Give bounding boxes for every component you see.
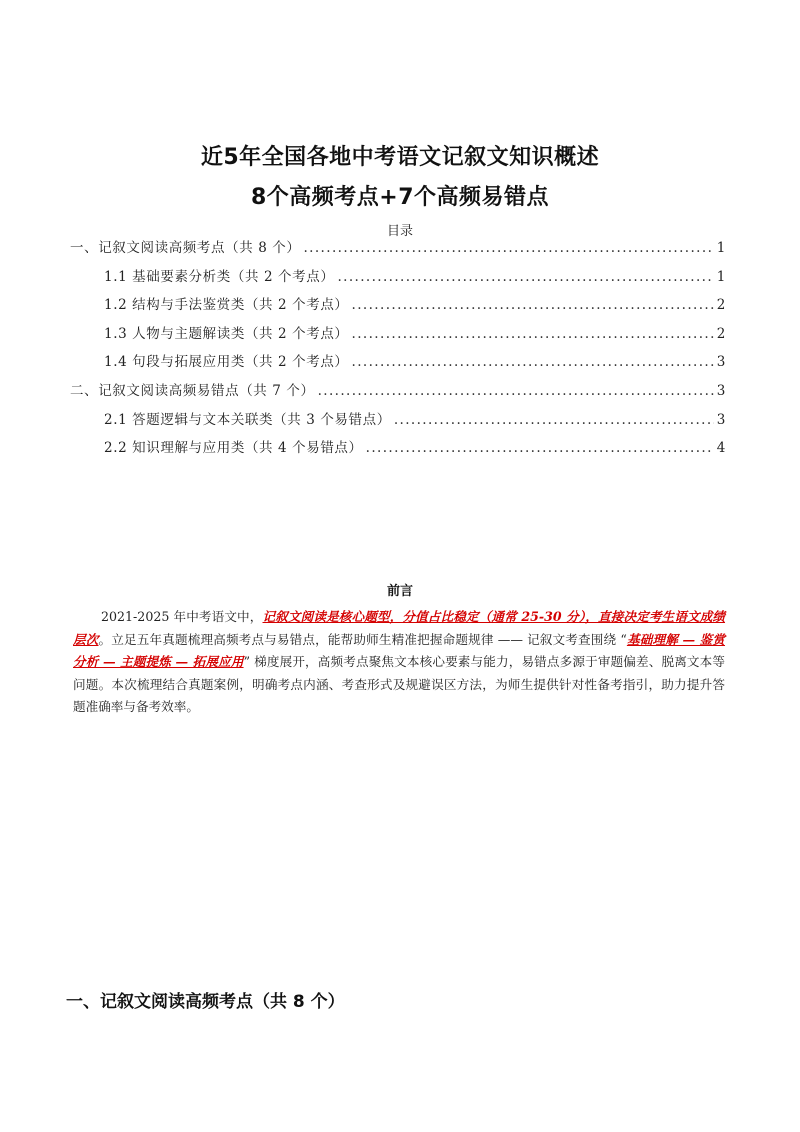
toc-entry-text: 1.2 结构与手法鉴赏类（共 2 个考点） — [104, 297, 349, 314]
section-heading: 一、记叙文阅读高频考点（共 8 个） — [66, 992, 345, 1012]
toc-page-number: 2 — [716, 325, 726, 342]
toc-page-number: 3 — [716, 382, 726, 399]
toc-page-number: 1 — [716, 268, 726, 285]
toc-entry[interactable] — [70, 293, 726, 322]
toc-entry-text: 二、记叙文阅读高频易错点（共 7 个） — [70, 382, 315, 399]
preface-text: 。立足五年真题梳理高频考点与易错点，能帮助师生精准把握命题规律 —— 记叙文考查围绕 “ — [98, 631, 627, 647]
toc-page-number: 1 — [716, 240, 726, 256]
document-title-line2: 8个高频考点+7个高频易错点 — [250, 185, 550, 210]
toc-entry-text: 1.4 句段与拓展应用类（共 2 个考点） — [104, 354, 349, 371]
preface-title: 前言 — [386, 584, 413, 599]
toc-page-number: 3 — [716, 411, 726, 428]
toc-entry-text: 1.3 人物与主题解读类（共 2 个考点） — [104, 325, 349, 342]
toc-entry[interactable] — [70, 408, 726, 437]
toc-entry-text: 1.1 基础要素分析类（共 2 个考点） — [104, 268, 335, 285]
toc-page-number: 3 — [716, 354, 726, 371]
toc-entry[interactable] — [70, 236, 726, 265]
toc-leader-dots — [303, 240, 713, 256]
toc-leader-dots — [318, 383, 714, 399]
toc-leader-dots — [366, 440, 714, 456]
toc-entry-text: 一、记叙文阅读高频考点（共 8 个） — [70, 240, 301, 256]
toc-leader-dots — [352, 326, 714, 342]
table-of-contents — [70, 236, 726, 465]
preface-text: ” 梯度展开，高频考点聚焦文本核心要素与能力，易错点多源于审题偏差、脱离文本等问题。本次梳理结合真题案例，明确考点内涵、考查形式及规避误区方法，为师生提供针对性备考指引，助力提升答题准确率与备考效率。 — [73, 654, 725, 714]
preface-highlight: 记叙文阅读是核心题型，分值占比稳定（通常 25-30 分），直接决定考生语文成绩层次 — [73, 609, 726, 647]
toc-leader-dots — [352, 297, 714, 313]
toc-leader-dots — [394, 412, 714, 428]
toc-entry[interactable] — [70, 350, 726, 379]
toc-entry-text: 2.2 知识理解与应用类（共 4 个易错点） — [104, 440, 363, 457]
document-title-line1: 近5年全国各地中考语文记叙文知识概述 — [200, 145, 600, 170]
toc-heading: 目录 — [386, 224, 413, 239]
toc-page-number: 4 — [716, 440, 726, 457]
toc-leader-dots — [352, 354, 714, 370]
toc-entry[interactable] — [70, 436, 726, 465]
toc-entry-text: 2.1 答题逻辑与文本关联类（共 3 个易错点） — [104, 411, 391, 428]
toc-entry[interactable] — [70, 322, 726, 351]
preface-paragraph — [73, 606, 725, 719]
preface-text: 2021-2025 年中考语文中， — [101, 609, 263, 624]
toc-leader-dots — [337, 269, 713, 285]
toc-entry[interactable] — [70, 379, 726, 408]
toc-entry[interactable] — [70, 265, 726, 294]
toc-page-number: 2 — [716, 297, 726, 314]
preface-highlight: 基础理解 — 鉴赏分析 — 主题提炼 — 拓展应用 — [73, 631, 726, 669]
